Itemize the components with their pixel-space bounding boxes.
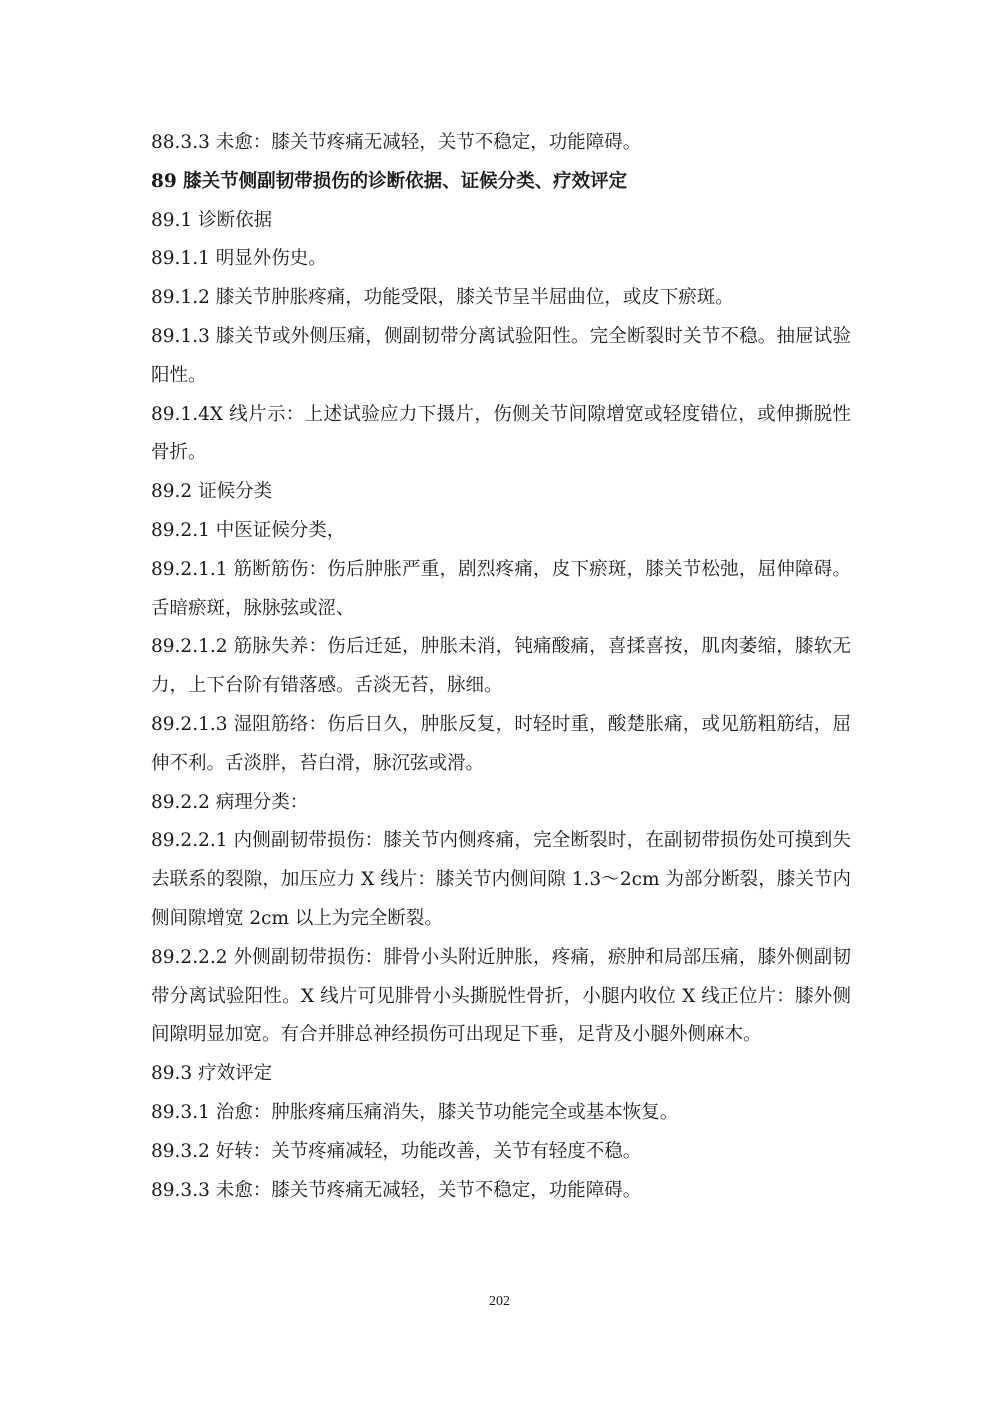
subsection-heading-89-2: 89.2 证候分类	[151, 481, 273, 503]
paragraph-89-1-2: 89.1.2 膝关节肿胀疼痛，功能受限，膝关节呈半屈曲位，或皮下瘀斑。	[151, 287, 734, 309]
paragraph-89-3-2: 89.3.2 好转：关节疼痛减轻，功能改善，关节有轻度不稳。	[151, 1140, 642, 1162]
paragraph-89-1-1: 89.1.1 明显外伤史。	[151, 248, 327, 270]
paragraph-89-3-1: 89.3.1 治愈：肿胀疼痛压痛消失，膝关节功能完全或基本恢复。	[151, 1101, 679, 1123]
paragraph-88-3-3: 88.3.3 未愈：膝关节疼痛无减轻，关节不稳定，功能障碍。	[151, 132, 642, 153]
subsection-heading-89-1: 89.1 诊断依据	[151, 209, 273, 231]
paragraph-89-2-2: 89.2.2 病理分类：	[151, 791, 309, 813]
paragraph-89-2-1-1: 89.2.1.1 筋断筋伤：伤后肿胀严重，剧烈疼痛，皮下瘀斑，膝关节松弛，屈伸障碍。舌暗瘀斑，脉脉弦或涩、	[151, 558, 851, 619]
paragraph-89-2-1-2: 89.2.1.2 筋脉失养：伤后迁延，肿胀未消，钝痛酸痛，喜揉喜按，肌肉萎缩，膝软无力，上下台阶有错落感。舌淡无苔，脉细。	[151, 636, 851, 697]
paragraph-89-1-3: 89.1.3 膝关节或外侧压痛，侧副韧带分离试验阳性。完全断裂时关节不稳。抽屉试验阳性。	[151, 325, 851, 386]
paragraph-89-2-1-3: 89.2.1.3 湿阻筋络：伤后日久，肿胀反复，时轻时重，酸楚胀痛，或见筋粗筋结，屈伸不利。舌淡胖，苔白滑，脉沉弦或滑。	[151, 713, 851, 774]
paragraph-89-2-2-1: 89.2.2.1 内侧副韧带损伤：膝关节内侧疼痛，完全断裂时，在副韧带损伤处可摸到失去联系的裂隙，加压应力 X 线片：膝关节内侧间隙 1.3～2cm 为部分断裂，膝关节内侧间隙增宽 2cm 以上为完全断裂。	[151, 830, 851, 929]
document-body	[151, 124, 851, 1210]
page-number: 202	[489, 1294, 510, 1309]
section-heading-89: 89 膝关节侧副韧带损伤的诊断依据、证候分类、疗效评定	[151, 170, 628, 192]
subsection-heading-89-3: 89.3 疗效评定	[151, 1063, 273, 1085]
paragraph-89-2-2-2: 89.2.2.2 外侧副韧带损伤：腓骨小头附近肿胀，疼痛，瘀肿和局部压痛，膝外侧副韧带分离试验阳性。X 线片可见腓骨小头撕脱性骨折，小腿内收位 X 线正位片：膝外侧间隙明显加宽。有合并腓总神经损伤可出现足下垂，足背及小腿外侧麻木。	[151, 946, 851, 1046]
paragraph-89-3-3: 89.3.3 未愈：膝关节疼痛无减轻，关节不稳定，功能障碍。	[151, 1179, 642, 1201]
paragraph-89-2-1: 89.2.1 中医证候分类，	[151, 519, 346, 541]
paragraph-89-1-4: 89.1.4X 线片示：上述试验应力下摄片，伤侧关节间隙增宽或轻度错位，或伸撕脱性骨折。	[151, 403, 851, 464]
